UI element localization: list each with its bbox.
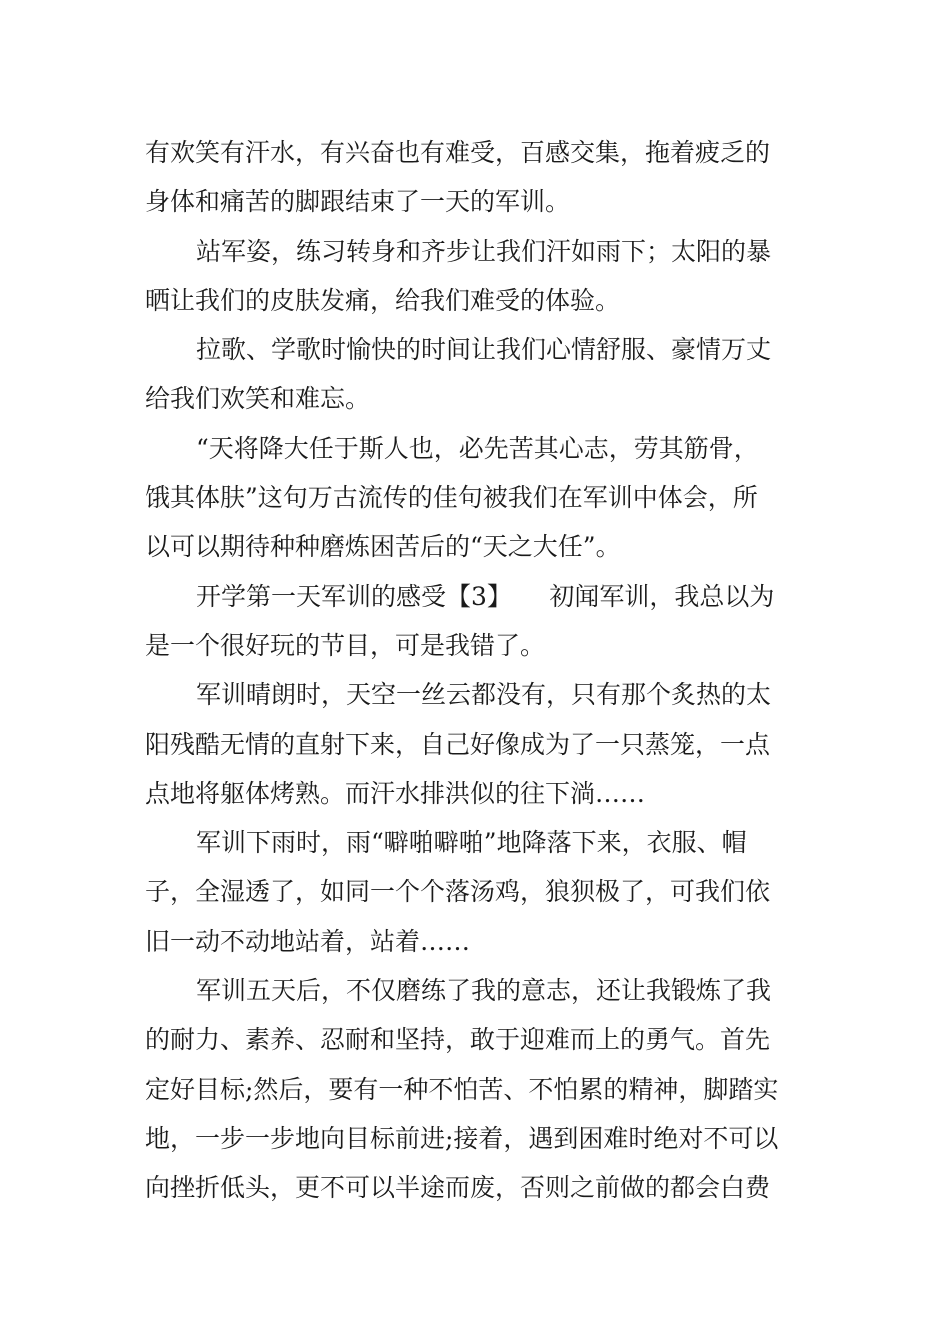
paragraph-3 [145,325,807,424]
text-line: 军训五天后，不仅磨练了我的意志，还让我锻炼了我 [196,976,772,1006]
text-line: 拉歌、学歌时愉快的时间让我们心情舒服、豪情万丈 [196,335,772,365]
text-line: 有欢笑有汗水，有兴奋也有难受，百感交集，拖着疲乏的 [145,138,771,167]
text-line: 地，一步一步地向目标前进;接着，遇到困难时绝对不可以 [145,1123,779,1153]
text-line: 子，全湿透了，如同一个个落汤鸡，狼狈极了，可我们依 [145,877,771,907]
paragraph-1 [145,128,807,227]
paragraph-7 [145,818,807,966]
text-line: 阳残酷无情的直射下来，自己好像成为了一只蒸笼，一点 [145,729,771,759]
text-line: 给我们欢笑和难忘。 [145,384,371,414]
text-line: 是一个很好玩的节目，可是我错了。 [145,630,546,660]
text-line: 向挫折低头，更不可以半途而废，否则之前做的都会白费 [145,1173,771,1203]
text-line: 旧一动不动地站着，站着…… [145,926,471,956]
text-line: “天将降大任于斯人也，必先苦其心志，劳其筋骨， [196,433,759,463]
paragraph-6 [145,670,807,818]
text-line: 定好目标;然后，要有一种不怕苦、不怕累的精神，脚踏实 [145,1074,779,1104]
text-line: 军训晴朗时，天空一丝云都没有，只有那个炙热的太 [196,680,772,710]
paragraph-5 [145,572,807,671]
paragraph-4 [145,424,807,572]
text-line: 军训下雨时，雨“噼啪噼啪”地降落下来，衣服、帽 [196,828,747,858]
text-line: 开学第一天军训的感受【3】 初闻军训，我总以为 [196,581,775,611]
text-line: 的耐力、素养、忍耐和坚持，敢于迎难而上的勇气。首先 [145,1025,771,1055]
text-line: 以可以期待种种磨炼困苦后的“天之大任”。 [145,532,621,562]
text-line: 晒让我们的皮肤发痛，给我们难受的体验。 [145,285,621,315]
text-line: 饿其体肤”这句万古流传的佳句被我们在军训中体会，所 [145,483,758,513]
document-body [145,128,807,1213]
paragraph-8 [145,966,807,1212]
text-line: 身体和痛苦的脚跟结束了一天的军训。 [145,187,571,217]
paragraph-2 [145,227,807,326]
text-line: 站军姿，练习转身和齐步让我们汗如雨下；太阳的暴 [196,236,772,266]
text-line: 点地将躯体烤熟。而汗水排洪似的往下淌…… [145,778,646,808]
